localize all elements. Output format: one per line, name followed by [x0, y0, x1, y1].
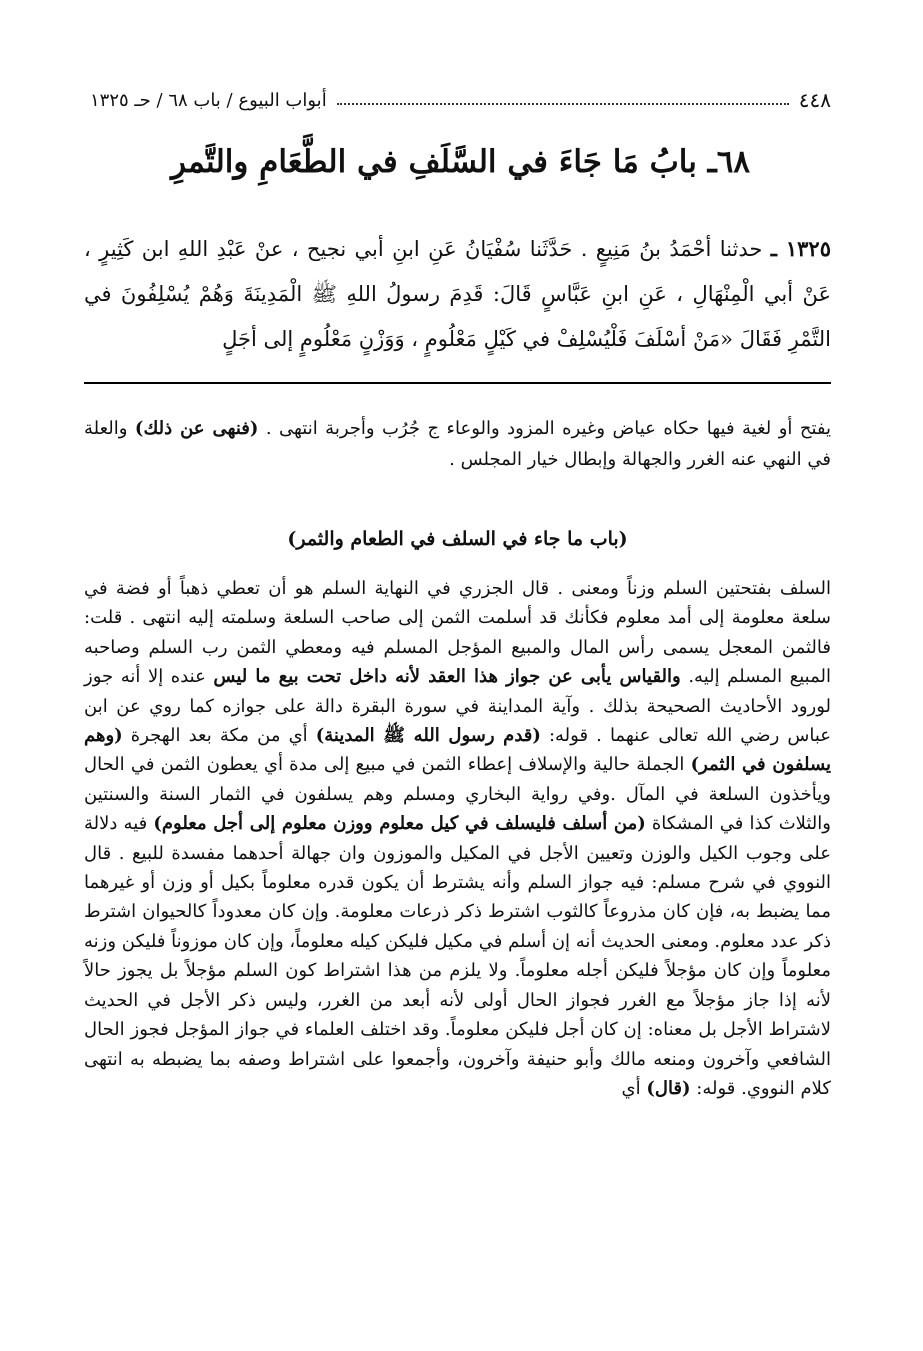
commentary-text-3: أي من مكة بعد الهجرة	[122, 725, 316, 747]
commentary-text-2: عنده إلا أنه جوز لورود الأحاديث الصحيحة بذلك . وآية المداينة في سورة البقرة دالة على جوازه كما روي عن ابن عباس رضي الله تعالى عنهما . قوله:	[84, 666, 831, 747]
top-commentary-text-1: يفتح أو لغية فيها حكاه عياض وغيره المزود والوعاء ج جُرُب وأجربة انتهى .	[258, 418, 832, 439]
chapter-title: ٦٨ـ بابُ مَا جَاءَ في السَّلَفِ في الطَّعَامِ والتَّمرِ	[170, 144, 751, 180]
commentary-heading: (باب ما جاء في السلف في الطعام والثمر)	[287, 528, 628, 550]
hadith-text-block	[84, 226, 831, 362]
page-number: ٤٤٨	[798, 88, 831, 112]
commentary-text-4: الجملة حالية والإسلاف إعطاء الثمن في مبيع إلى مدة أي يعطون الثمن في الحال ويأخذون السلعة في المآل .وفي رواية البخاري ومسلم وهم يسلفون في الثمار السنة والسنتين والثلاث كذا في المشكاة	[84, 754, 831, 835]
header-dotted-leader	[337, 103, 789, 105]
hadith-number: ١٣٢٥ ـ	[770, 236, 831, 261]
commentary-bold-5: (قال)	[646, 1077, 691, 1099]
running-title: أبواب البيوع / باب ٦٨ / حـ ١٣٢٥	[90, 89, 327, 111]
commentary-bold-1: والقياس يأبى عن جواز هذا العقد لأنه داخل تحت بيع ما ليس	[213, 666, 681, 688]
commentary-paragraph	[84, 574, 831, 1103]
top-commentary	[84, 413, 831, 475]
commentary-bold-3: (وهم يسلفون في الثمر)	[84, 725, 832, 776]
hadith-text: حدثنا أحْمَدُ بنُ مَنِيعٍ . حَدَّثَنا سُفْيَانُ عَنِ ابنِ أبي نجيح ، عنْ عَبْدِ اللهِ ابن كَثِيرٍ ، عَنْ أبي الْمِنْهَالِ ، عَنِ ابنِ عَبَّاسٍ قَالَ: قَدِمَ رسولُ اللهِ ﷺ الْمَدِينَةَ وَهُمْ يُسْلِفُونَ في التَّمْرِ فَقَالَ «مَنْ أسْلَفَ فَلْيُسْلِفْ في كَيْلٍ مَعْلُومٍ ، وَوَزْنٍ مَعْلُومٍ إلى أجَلٍ	[84, 237, 831, 351]
commentary-bold-2: (قدم رسول الله ﷺ المدينة)	[315, 725, 541, 747]
top-commentary-bold-1: (فنهى عن ذلك)	[134, 418, 259, 439]
commentary-bold-4: (من أسلف فليسلف في كيل معلوم ووزن معلوم إلى أجل معلوم)	[153, 813, 646, 835]
commentary-body	[84, 574, 831, 1103]
top-commentary-text-2: والعلة في النهي عنه الغرر والجهالة وإبطال خيار المجلس .	[84, 418, 831, 470]
commentary-text-5: فيه دلالة على وجوب الكيل والوزن وتعيين الأجل في المكيل والموزون وان جهالة أحدهما مفسدة للبيع . قال النووي في شرح مسلم: فيه جواز السلم وأنه يشترط أن يكون قدره معلوماً بكيل أو وزن أو غيرهما مما يضبط به، فإن كان مذروعاً كالثوب اشترط ذكر ذرعات معلومة. وإن كان معدوداً كالحيوان اشترط ذكر عدد معلوم. ومعنى الحديث أنه إن أسلم في مكيل فليكن كيله معلوماً، وإن كان موزوناً فليكن وزنه معلوماً وإن كان مؤجلاً فليكن أجله معلوماً. ولا يلزم من هذا اشتراط كون السلم مؤجلاً بل يجوز حالاً لأنه إذا جاز مؤجلاً مع الغرر فجواز الحال أولى لأنه أبعد من الغرر، وليس ذكر الأجل في الحديث لاشتراط الأجل بل معناه: إن كان أجل فليكن معلوماً. وقد اختلف العلماء في جواز المؤجل فجوز الحال الشافعي وآخرون ومنعه مالك وأبو حنيفة وآخرون، وأجمعوا على اشتراط وصفه بما يضبطه به انتهى كلام النووي. قوله:	[84, 813, 832, 1099]
commentary-text-6: أي	[621, 1077, 647, 1099]
footnote-separator	[84, 382, 831, 384]
running-header	[90, 88, 831, 112]
commentary-text-1: السلف بفتحتين السلم وزناً ومعنى . قال الجزري في النهاية السلم هو أن تعطي ذهباً أو فضة في سلعة معلومة إلى أمد معلوم فكأنك قد أسلمت الثمن إلى صاحب السلعة وسلمته إليه انتهى . قلت: فالثمن المعجل يسمى رأس المال والمبيع المؤجل المسلم فيه ومعطي الثمن رب السلم وصاحبه المبيع المسلم إليه.	[84, 578, 831, 688]
